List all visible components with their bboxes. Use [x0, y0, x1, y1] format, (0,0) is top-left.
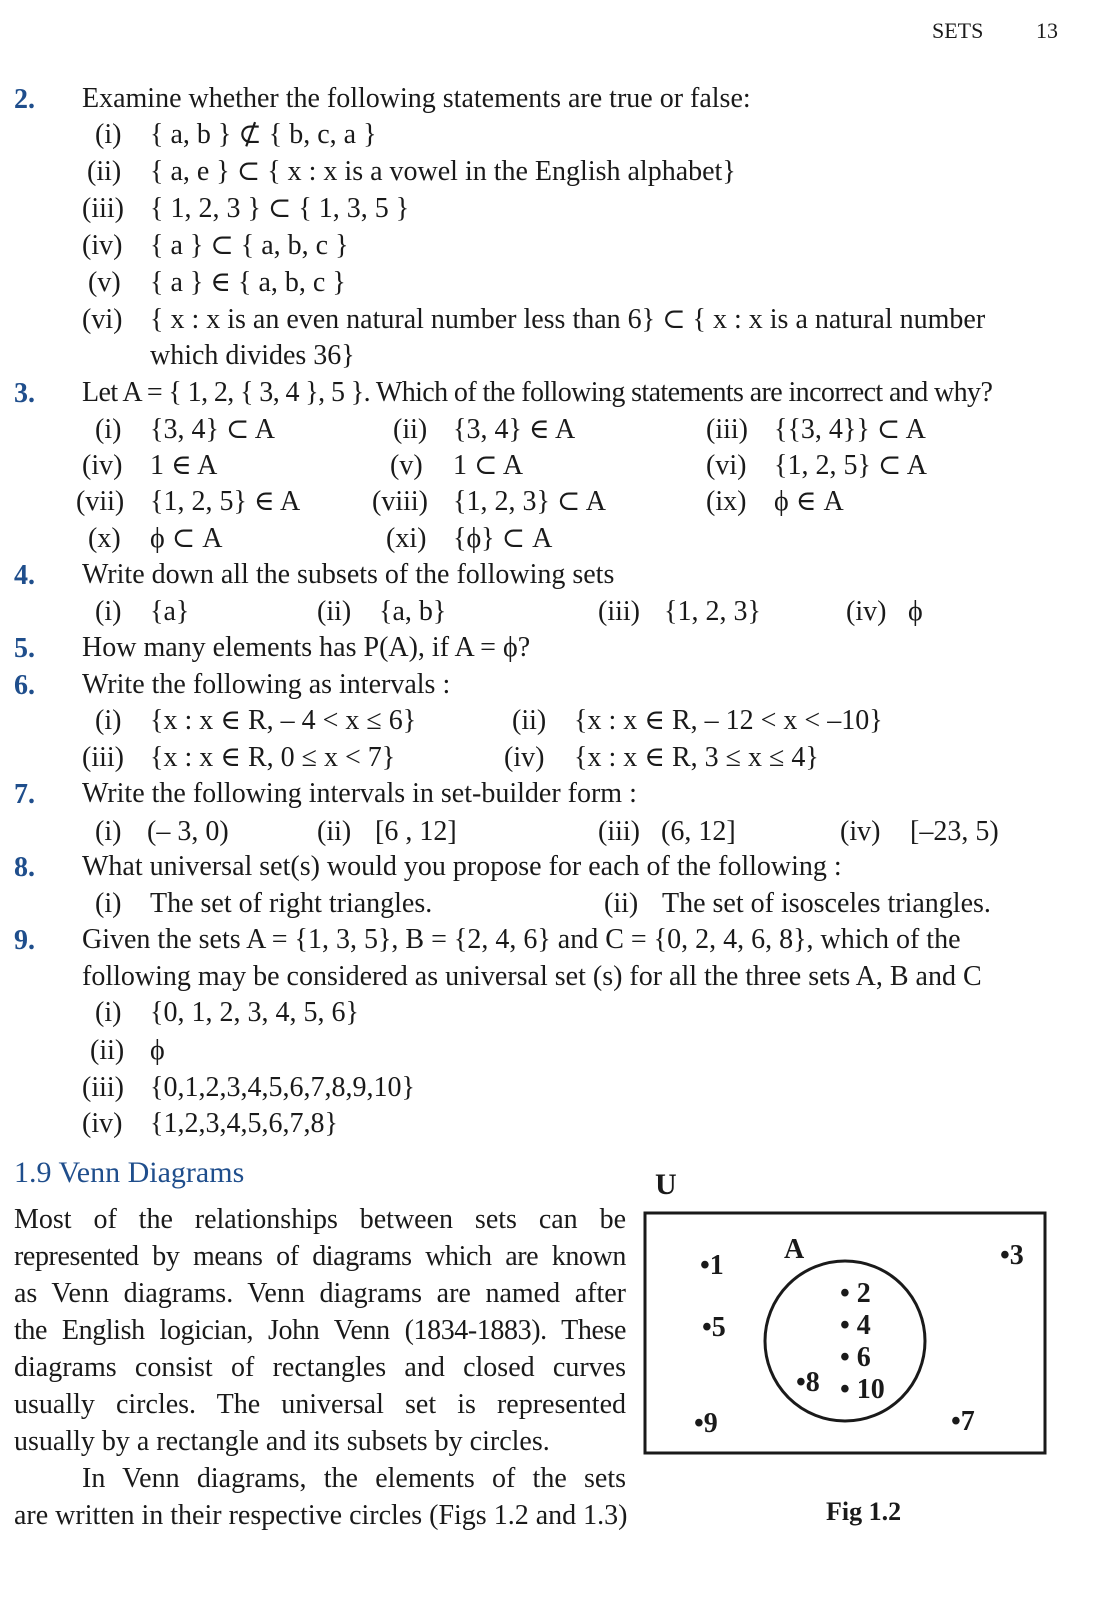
- item-text: {0, 1, 2, 3, 4, 5, 6}: [150, 997, 359, 1028]
- list-item: [598, 595, 761, 629]
- item-label: (i): [95, 596, 122, 627]
- question-number: 8.: [14, 852, 35, 883]
- list-item: [706, 413, 926, 447]
- question-number: 7.: [14, 779, 35, 810]
- item-label: (viii): [372, 486, 428, 517]
- paragraph-line: usually by a rectangle and its subsets by circles.: [14, 1426, 550, 1457]
- item-text: {x : x ∈ R, 3 ≤ x ≤ 4}: [574, 742, 819, 773]
- item-text: {ϕ} ⊂ A: [453, 523, 553, 554]
- item-text: ϕ: [150, 1035, 165, 1066]
- item-text: {0,1,2,3,4,5,6,7,8,9,10}: [150, 1072, 415, 1103]
- item-label: (vi): [82, 304, 123, 335]
- question-number: 6.: [14, 670, 35, 701]
- item-text: The set of right triangles.: [150, 888, 433, 919]
- item-text: (6, 12]: [661, 816, 736, 847]
- item-text: {x : x ∈ R, – 4 < x ≤ 6}: [150, 705, 417, 736]
- list-item: [82, 449, 218, 483]
- item-text: {x : x ∈ R, – 12 < x < –10}: [574, 705, 883, 736]
- question-text: Examine whether the following statements are true or false:: [82, 83, 751, 114]
- item-text: {1,2,3,4,5,6,7,8}: [150, 1108, 338, 1139]
- venn-point: •3: [1000, 1240, 1024, 1271]
- list-item: [82, 741, 396, 775]
- item-text: 1 ∈ A: [150, 450, 218, 481]
- paragraph-line: diagrams consist of rectangles and closed curves: [14, 1352, 626, 1383]
- list-item: [846, 595, 923, 629]
- question-text: How many elements has P(A), if A = ϕ?: [82, 632, 531, 663]
- item-label: (ii): [512, 705, 547, 736]
- item-label: (ii): [90, 1035, 125, 1066]
- item-label: (v): [88, 267, 121, 298]
- venn-point: • 4: [840, 1310, 871, 1341]
- page-number: 13: [1036, 18, 1058, 43]
- item-label: (ii): [317, 816, 352, 847]
- item-label: (iii): [598, 816, 640, 847]
- question-number: 9.: [14, 925, 35, 956]
- item-label: (ii): [393, 414, 428, 445]
- list-item: [840, 815, 999, 849]
- paragraph-line: the English logician, John Venn (1834-1883). These: [14, 1315, 626, 1346]
- item-label: (ix): [706, 486, 747, 517]
- list-item: [393, 413, 576, 447]
- item-text: [–23, 5): [910, 816, 999, 847]
- item-label: (iii): [598, 596, 640, 627]
- item-label: (iii): [82, 742, 124, 773]
- item-text: {3, 4} ⊂ A: [150, 414, 276, 445]
- item-text: {{3, 4}} ⊂ A: [774, 414, 926, 445]
- venn-point: • 2: [840, 1278, 871, 1309]
- venn-point: •9: [694, 1408, 718, 1439]
- list-item: [82, 303, 986, 337]
- item-text: {1, 2, 3} ⊂ A: [453, 486, 607, 517]
- universal-set-label: U: [655, 1168, 677, 1201]
- item-label: (i): [95, 816, 122, 847]
- list-item: [317, 595, 447, 629]
- question-number: 4.: [14, 560, 35, 591]
- question-text: What universal set(s) would you propose for each of the following :: [82, 851, 842, 882]
- item-text: ϕ: [908, 596, 923, 627]
- item-text: { a } ⊂ { a, b, c }: [150, 230, 349, 261]
- item-label: (v): [390, 450, 423, 481]
- item-text: {1, 2, 5} ∈ A: [150, 486, 301, 517]
- set-a-label: A: [784, 1234, 805, 1265]
- item-label: (i): [95, 997, 122, 1028]
- item-text: 1 ⊂ A: [453, 450, 524, 481]
- list-item: [317, 815, 457, 849]
- item-label: (i): [95, 119, 122, 150]
- list-item: [706, 449, 928, 483]
- question-text: Write the following as intervals :: [82, 669, 451, 700]
- list-item: [87, 155, 736, 189]
- item-label: (ii): [87, 156, 122, 187]
- item-label: (vi): [706, 450, 747, 481]
- item-text: {1, 2, 3}: [664, 596, 761, 627]
- item-text: {3, 4} ∈ A: [453, 414, 576, 445]
- item-text: { a, e } ⊂ { x : x is a vowel in the English alphabet}: [150, 156, 736, 187]
- list-item: [76, 485, 301, 519]
- item-text: {x : x ∈ R, 0 ≤ x < 7}: [150, 742, 396, 773]
- list-item: [95, 595, 190, 629]
- question-text: Write down all the subsets of the following sets: [82, 559, 615, 590]
- list-item: [706, 485, 844, 519]
- list-item: [604, 887, 991, 921]
- list-item: [95, 815, 229, 849]
- item-text: ϕ ⊂ A: [150, 523, 223, 554]
- paragraph-line: In Venn diagrams, the elements of the sets: [82, 1463, 626, 1494]
- item-label: (iv): [82, 230, 123, 261]
- list-item: [95, 118, 377, 152]
- item-label: (iii): [82, 1072, 124, 1103]
- list-item: [372, 485, 607, 519]
- list-item: [95, 996, 359, 1030]
- venn-point: •5: [702, 1312, 726, 1343]
- question-number: 5.: [14, 633, 35, 664]
- item-label: (iv): [82, 1108, 123, 1139]
- item-label: (iv): [504, 742, 545, 773]
- section-title: 1.9 Venn Diagrams: [14, 1156, 245, 1189]
- item-text: {1, 2, 5} ⊂ A: [774, 450, 928, 481]
- question-number: 2.: [14, 84, 35, 115]
- item-text: {a}: [150, 596, 190, 627]
- item-label: (iii): [706, 414, 748, 445]
- item-text: { a, b } ⊄ { b, c, a }: [150, 119, 377, 150]
- paragraph-line: are written in their respective circles (Figs 1.2 and 1.3): [14, 1500, 628, 1531]
- question-text: Write the following intervals in set-builder form :: [82, 778, 637, 809]
- item-label: (xi): [386, 523, 427, 554]
- item-text: [6 , 12]: [375, 816, 457, 847]
- venn-point: •8: [796, 1367, 820, 1398]
- item-label: (vii): [76, 486, 125, 517]
- item-text-continued: which divides 36}: [150, 340, 355, 371]
- paragraph-line: usually circles. The universal set is represented: [14, 1389, 626, 1420]
- item-text: The set of isosceles triangles.: [662, 888, 991, 919]
- item-label: (i): [95, 414, 122, 445]
- item-text: { 1, 2, 3 } ⊂ { 1, 3, 5 }: [150, 193, 410, 224]
- paragraph-line: as Venn diagrams. Venn diagrams are named after: [14, 1278, 626, 1309]
- item-text: { x : x is an even natural number less than 6} ⊂ { x : x is a natural number: [150, 304, 986, 335]
- question-number: 3.: [14, 378, 35, 409]
- item-label: (iv): [846, 596, 887, 627]
- list-item: [82, 192, 410, 226]
- list-item: [390, 449, 524, 483]
- item-label: (iv): [82, 450, 123, 481]
- list-item: [82, 229, 349, 263]
- list-item: [95, 413, 276, 447]
- venn-point: • 10: [840, 1374, 885, 1405]
- list-item: [82, 1071, 415, 1105]
- paragraph-line: Most of the relationships between sets can be: [14, 1204, 626, 1235]
- list-item: [90, 1034, 165, 1068]
- item-label: (i): [95, 888, 122, 919]
- list-item: [512, 704, 883, 738]
- item-text: (– 3, 0): [147, 816, 229, 847]
- venn-point: •1: [700, 1250, 724, 1281]
- list-item: [95, 704, 417, 738]
- item-label: (i): [95, 705, 122, 736]
- list-item: [598, 815, 736, 849]
- item-text: { a } ∈ { a, b, c }: [150, 267, 346, 298]
- item-label: (ii): [317, 596, 352, 627]
- item-label: (ii): [604, 888, 639, 919]
- question-text: Given the sets A = {1, 3, 5}, B = {2, 4, 6} and C = {0, 2, 4, 6, 8}, which of the: [82, 924, 961, 955]
- item-text: {a, b}: [379, 596, 447, 627]
- question-text-continued: following may be considered as universal set (s) for all the three sets A, B and C: [82, 961, 982, 992]
- figure-caption: Fig 1.2: [826, 1497, 902, 1526]
- venn-point: • 6: [840, 1342, 871, 1373]
- item-label: (iv): [840, 816, 881, 847]
- list-item: [88, 266, 346, 300]
- paragraph-line: represented by means of diagrams which are known: [14, 1241, 626, 1272]
- item-text: ϕ ∈ A: [774, 486, 844, 517]
- item-label: (x): [88, 523, 121, 554]
- list-item: [386, 522, 553, 556]
- item-label: (iii): [82, 193, 124, 224]
- list-item: [82, 1107, 338, 1141]
- list-item: [504, 741, 819, 775]
- list-item: [88, 522, 223, 556]
- list-item: [95, 887, 433, 921]
- running-header: SETS: [932, 18, 984, 43]
- venn-point: •7: [951, 1406, 975, 1437]
- question-text: Let A = { 1, 2, { 3, 4 }, 5 }. Which of the following statements are incorrect and why?: [82, 377, 993, 408]
